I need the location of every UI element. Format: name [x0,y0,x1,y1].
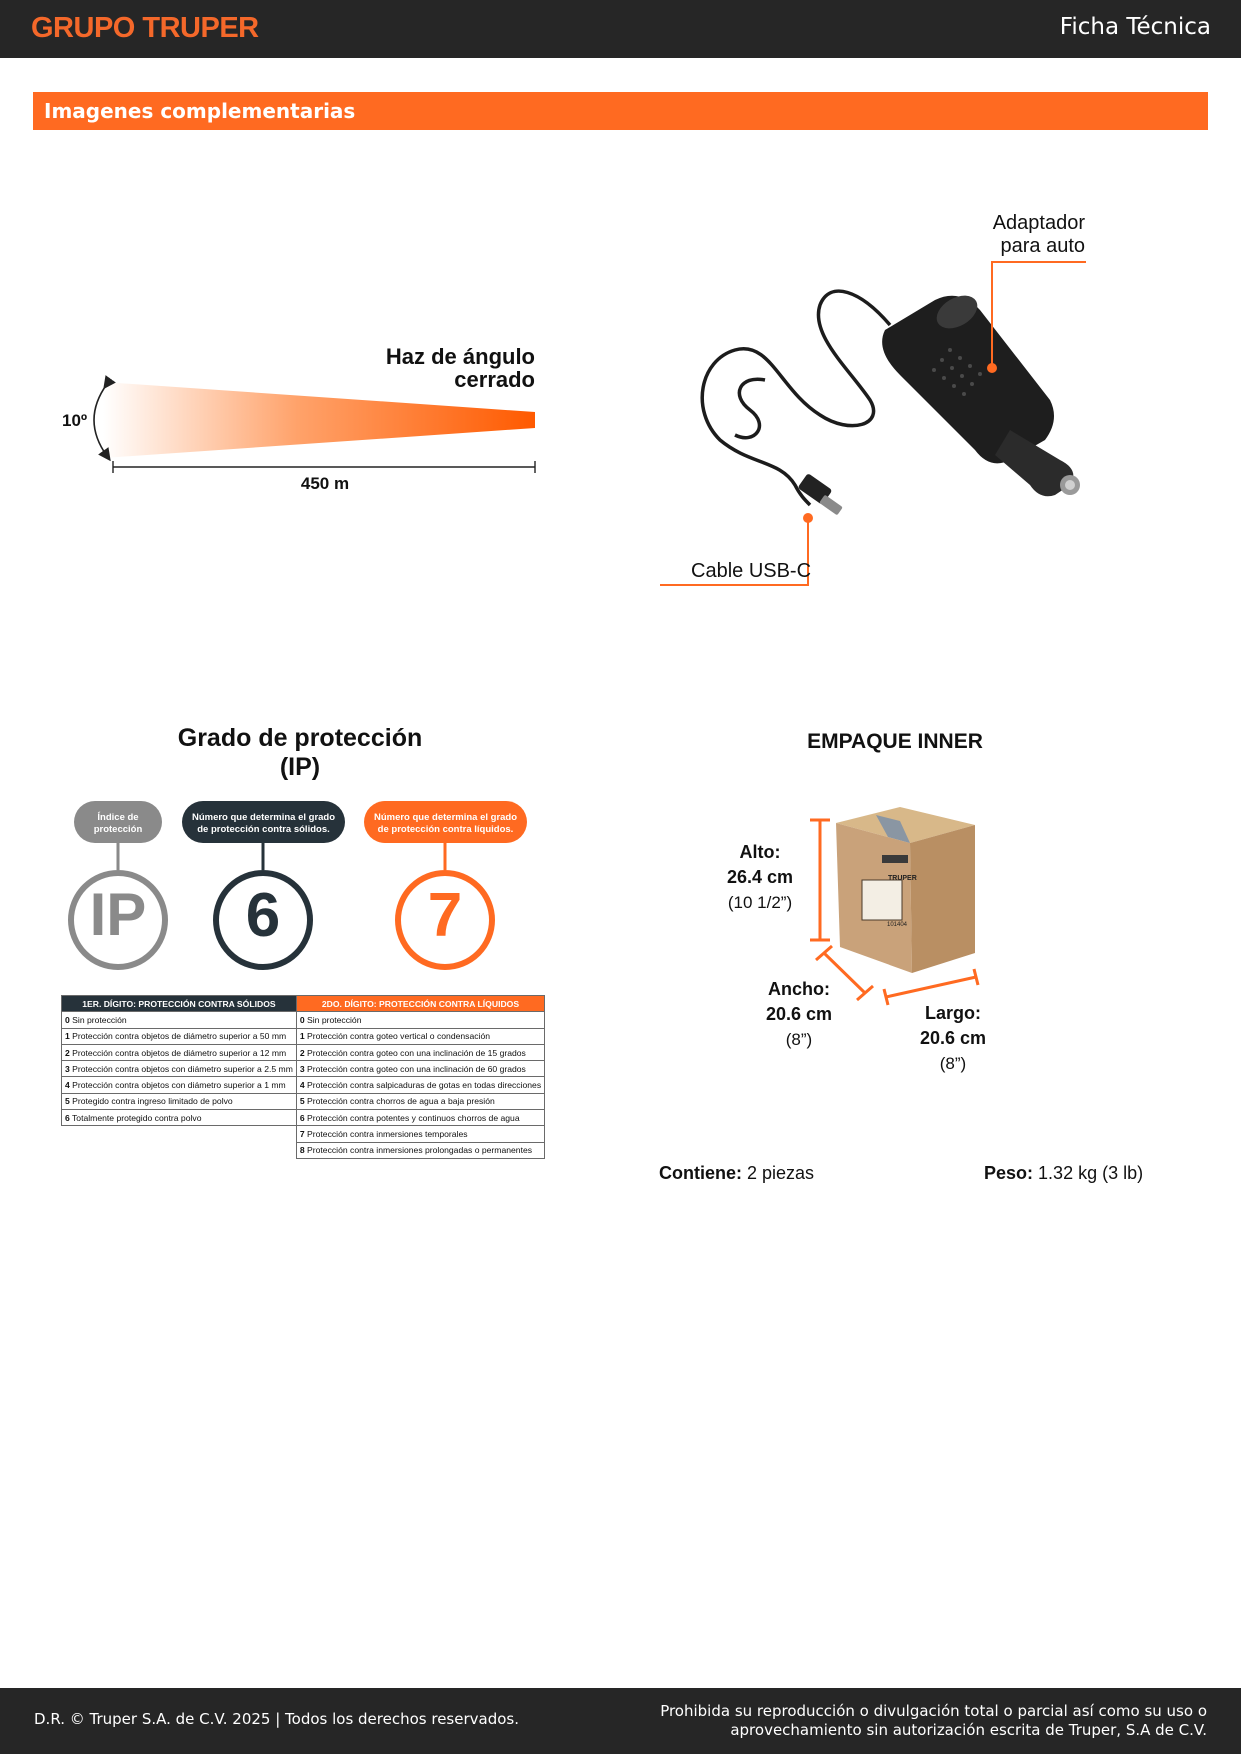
ancho-label: Ancho: 20.6 cm (8”) [765,979,833,1049]
liquid-cell [296,1044,544,1060]
liquid-cell [296,1093,544,1109]
table-row [62,1028,545,1044]
liquid-cell-text: Sin protección [307,1014,362,1025]
liquid-cell [296,1077,544,1093]
section-title: Imagenes complementarias [44,99,356,123]
liquid-cell-text: Protección contra goteo vertical o condensación [307,1031,490,1042]
liquid-cell [296,1126,544,1142]
contents-info: Contiene: 2 piezas [659,1163,815,1183]
liquid-cell [296,1142,544,1158]
beam-title: Haz de ángulo cerrado [385,344,535,392]
solid-cell [62,1061,297,1077]
liquid-cell-digit: 7 [299,1129,305,1140]
solid-cell-text: Protección contra objetos de diámetro superior a 50 mm [72,1031,287,1042]
adapter-label: Adaptador para auto [992,212,1085,257]
liquid-cell-text: Protección contra inmersiones prolongadas o permanentes [307,1145,533,1156]
liquid-cell [296,1028,544,1044]
liquid-cell-text: Protección contra salpicaduras de gotas en todas direcciones [307,1080,542,1091]
solid-cell [62,1077,297,1093]
table-row [62,1077,545,1093]
box-brand-label: TRUPER [888,875,917,882]
bubble-solids-text: Número que determina el grado de protección contra sólidos. [191,812,336,835]
solid-cell-text: Totalmente protegido contra polvo [72,1112,202,1123]
liquid-cell-digit: 8 [299,1145,305,1156]
liquid-cell [296,1110,544,1126]
ip-title: Grado de protección (IP) [177,724,423,781]
liquid-cell-text: Protección contra chorros de agua a baja presión [307,1096,495,1107]
solid-cell [62,1110,297,1126]
solid-cell-text: Protección contra objetos de diámetro superior a 12 mm [72,1047,287,1058]
solid-cell-digit: 1 [65,1031,70,1042]
table-row [62,1093,545,1109]
liquid-cell-digit: 2 [299,1047,305,1058]
solid-cell [62,1142,297,1158]
table-row [62,1142,545,1158]
liquid-cell-text: Protección contra goteo con una inclinación de 60 grados [307,1063,526,1074]
box-code-label: 101404 [887,922,908,928]
largo-label: Largo: 20.6 cm (8”) [919,1003,987,1073]
beam-angle-label: 10º [62,411,88,430]
liquid-cell [296,1061,544,1077]
light-beam-shape [103,382,535,458]
largo-dimension-line [886,977,976,997]
liquid-cell-text: Protección contra goteo con una inclinación de 15 grados [307,1047,526,1058]
solid-cell-digit: 2 [65,1047,70,1058]
box-side [910,825,975,973]
truper-logo: GRUPO TRUPER [31,12,259,44]
solid-cell-digit: 4 [65,1080,70,1091]
liquid-cell [296,1012,544,1028]
table-row [62,1110,545,1126]
footer-disclaimer: Prohibida su reproducción o divulgación total o parcial así como su uso o aprovechamiento sin autorización escrita de Truper, S.A de C.V. [660,1702,1207,1739]
solid-cell-digit: 0 [65,1014,70,1025]
ip-code-prefix: IP [89,881,147,948]
solid-cell-digit: 5 [65,1096,70,1107]
bubble-index-text: Índice de protección [93,812,143,835]
bubble-liquids-text: Número que determina el grado de protección contra líquidos. [373,812,518,835]
liquid-cell-digit: 0 [299,1014,305,1025]
ip-table [61,995,545,1159]
weight-info: Peso: 1.32 kg (3 lb) [984,1163,1144,1183]
liquid-cell-digit: 4 [299,1080,305,1091]
beam-distance-label: 450 m [300,474,350,493]
liquids-header: 2DO. DÍGITO: PROTECCIÓN CONTRA LÍQUIDOS [296,996,544,1012]
solid-cell-text: Sin protección [72,1014,127,1025]
solid-cell [62,1044,297,1060]
liquid-cell-text: Protección contra potentes y continuos chorros de agua [307,1112,520,1123]
liquid-digit: 7 [427,881,463,950]
table-row [62,1126,545,1142]
solid-cell-text: Protección contra objetos con diámetro superior a 2.5 mm [72,1063,293,1074]
liquid-cell-digit: 1 [299,1031,305,1042]
solids-header: 1ER. DÍGITO: PROTECCIÓN CONTRA SÓLIDOS [62,996,297,1012]
section-title-band [33,92,1208,130]
liquid-cell-digit: 6 [299,1112,305,1123]
solid-cell [62,1093,297,1109]
table-row [62,1012,545,1028]
solid-cell-text: Protección contra objetos con diámetro superior a 1 mm [72,1080,286,1091]
alto-label: Alto: 26.4 cm (10 1/2”) [726,842,794,912]
liquid-cell-digit: 3 [299,1063,305,1074]
solid-digit: 6 [245,881,281,950]
cable-usb-c-label: Cable USB-C [691,560,812,582]
solid-cell [62,1028,297,1044]
solid-cell [62,1126,297,1142]
usb-cable [702,291,890,505]
solid-cell [62,1012,297,1028]
solid-cell-digit: 6 [65,1112,70,1123]
car-charger-image [660,200,1120,600]
liquid-cell-digit: 5 [299,1096,305,1107]
table-row [62,1044,545,1060]
inner-package-title: EMPAQUE INNER [807,730,983,753]
document-type-title: Ficha Técnica [1059,14,1211,40]
solid-cell-digit: 3 [65,1063,70,1074]
footer-copyright: D.R. © Truper S.A. de C.V. 2025 | Todos los derechos reservados. [34,1710,519,1728]
liquid-cell-text: Protección contra inmersiones temporales [307,1129,468,1140]
solid-cell-text: Protegido contra ingreso limitado de polvo [72,1096,233,1107]
table-row [62,1061,545,1077]
